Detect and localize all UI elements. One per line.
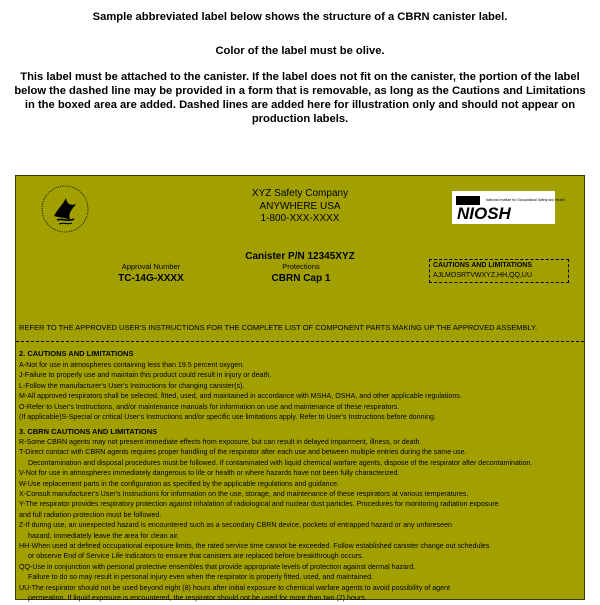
company-name: XYZ Safety Company [251, 188, 349, 199]
company-phone: 1-800-XXX-XXXX [260, 213, 340, 224]
caution-line: L-Follow the manufacturer's User's Instructions for changing canister(s). [19, 381, 245, 390]
section3-lines [19, 437, 581, 604]
caution-line: O-Refer to User's Instructions, and/or maintenance manuals for information on use and maintenance of these respirators. [19, 402, 400, 411]
company-location: ANYWHERE USA [259, 200, 341, 212]
approval-number: TC-14G-XXXX [118, 273, 184, 284]
cautions-box [429, 259, 569, 283]
niosh-logo-icon [453, 192, 565, 223]
caution-line: Failure to do so may result in personal injury even when the respirator is properly fitted, used, and maintained. [28, 573, 374, 582]
section2-lines [19, 360, 581, 422]
caution-line: W-Use replacement parts in the configuration as specified by the applicable regulations and guidance. [19, 479, 340, 488]
caution-line: HH-When used at defined occupational exposure limits, the rated service time cannot be exceeded. Follow established canister change out schedules [19, 542, 490, 551]
caution-line: V-Not for use in atmospheres immediately dangerous to life or health or where hazards have not been fully characterized. [19, 469, 400, 478]
caution-line: and full radiation protection must be followed. [19, 510, 162, 519]
cautions-box-codes: AJLMOSRTVWXYZ,HH,QQ,UU [433, 272, 533, 279]
caution-line: A-Not for use in atmospheres containing less than 19.5 percent oxygen. [19, 361, 245, 369]
caution-line: permeation. If liquid exposure is encountered, the respirator should not be used for more than two (2) hours. [28, 594, 367, 603]
intro-line-1: Sample abbreviated label below shows the structure of a CBRN canister label. [92, 11, 508, 23]
intro-line-2: Color of the label must be olive. [215, 45, 385, 57]
protections-value: CBRN Cap 1 [271, 273, 331, 284]
section2-title: 2. CAUTIONS AND LIMITATIONS [19, 349, 134, 358]
cbrn-canister-label [15, 175, 585, 603]
caution-line: R-Some CBRN agents may not present immediate effects from exposure, but can result in delayed impairment, illness, or death. [19, 438, 422, 446]
caution-line: Z-If during use, an unexpected hazard is encountered such as a secondary CBRN device, pockets of entrapped hazard or any unforeseen [19, 521, 452, 530]
refer-instructions: REFER TO THE APPROVED USER'S INSTRUCTIONS FOR THE COMPLETE LIST OF COMPONENT PARTS MAKING UP THE APPROVED ASSEMBLY. [19, 323, 538, 332]
caution-line: Decontamination and disposal procedures must be followed. If contaminated with liquid chemical warfare agents, dispose of the respirator after decontamination. [28, 458, 533, 467]
caution-line: X-Consult manufacturer's User's Instructions for information on the use, storage, and maintenance of these respirators at various temperatures. [19, 490, 469, 499]
caution-line: hazard, immediately leave the area for clean air. [28, 531, 180, 540]
caution-line: (If applicable)S-Special or critical User's Instructions and/or specific use limitations apply. Refer to User's Instructions before donning. [19, 413, 436, 422]
protections-block [246, 262, 356, 285]
caution-line: T-Direct contact with CBRN agents requires proper handling of the respirator after each use and between multiple entries during the same use. [19, 448, 467, 457]
canister-part-number: Canister P/N 12345XYZ [245, 251, 355, 262]
caution-line: M-All approved respirators shall be selected, fitted, used, and maintained in accordance with MSHA, OSHA, and other applicable regulations. [19, 392, 462, 401]
protections-caption: Protections [282, 262, 320, 271]
cautions-box-title: CAUTIONS AND LIMITATIONS [433, 262, 533, 269]
approval-block [96, 262, 206, 285]
caution-line: QQ-Use in conjunction with personal protective ensembles that provide appropriate levels of protection against dermal hazard. [19, 562, 416, 571]
caution-line: UU-The respirator should not be used beyond eight (8) hours after initial exposure to chemical warfare agents to avoid possibility of agent [19, 583, 450, 592]
section3-title: 3. CBRN CAUTIONS AND LIMITATIONS [19, 427, 158, 436]
caution-line: or observe End of Service Life Indicators to ensure that canisters are replaced before breakthrough occurs. [28, 552, 364, 561]
niosh-wordmark: NIOSH [457, 204, 511, 223]
approval-caption: Approval Number [121, 262, 181, 271]
niosh-logo [452, 191, 565, 224]
caution-line: J-Failure to properly use and maintain this product could result in injury or death. [19, 371, 272, 380]
caution-line: Y-The respirator provides respiratory protection against inhalation of radiological and nuclear dust particles. Procedures for monitoring radiation exposure [19, 500, 499, 509]
intro-line-3: This label must be attached to the canister. If the label does not fit on the canister, the portion of the label below the dashed line may be provided in a form that is removable, as long as the Cautions and Limitations in the boxed area are added. Dashed lines are added here for illustration only and should not appear on production labels. [14, 71, 586, 125]
dashed-divider [16, 341, 584, 342]
niosh-subtitle: National Institute for Occupational Safety and Health [486, 198, 565, 202]
